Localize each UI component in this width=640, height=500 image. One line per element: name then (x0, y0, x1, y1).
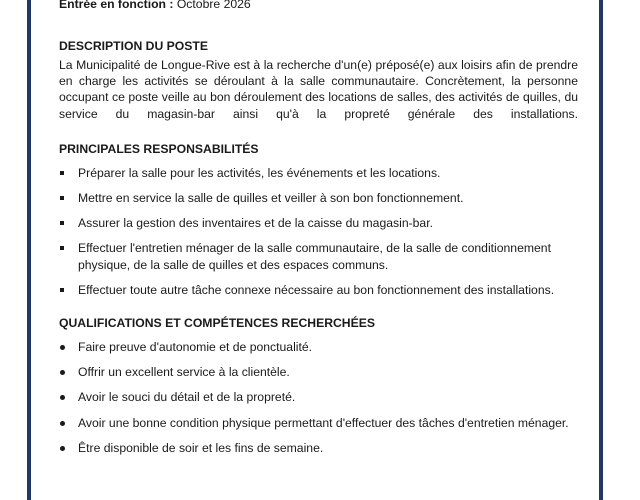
round-bullet-icon (60, 421, 65, 426)
list-item-text: Préparer la salle pour les activités, les événements et les locations. (78, 165, 441, 180)
list-item (59, 190, 578, 206)
list-item (59, 389, 578, 405)
responsibilities-heading: PRINCIPALES RESPONSABILITÉS (59, 141, 259, 156)
list-item-text: Mettre en service la salle de quilles et veiller à son bon fonctionnement. (78, 191, 464, 206)
square-bullet-icon (60, 171, 64, 175)
list-item (59, 415, 578, 431)
list-item-text: Effectuer l'entretien ménager de la salle communautaire, de la salle de conditionnement physique, de la salle de quilles et des espaces communs. (78, 241, 551, 272)
round-bullet-icon (60, 446, 65, 451)
list-item-text: Avoir une bonne condition physique permettant d'effectuer des tâches d'entretien ménager. (78, 415, 569, 430)
square-bullet-icon (60, 246, 64, 250)
responsibilities-list (59, 165, 578, 298)
round-bullet-icon (60, 395, 65, 400)
list-item (59, 240, 578, 272)
list-item-text: Avoir le souci du détail et de la propreté. (78, 390, 296, 405)
list-item (59, 165, 578, 181)
list-item-text: Être disponible de soir et les fins de semaine. (78, 440, 324, 455)
list-item-text: Effectuer toute autre tâche connexe nécessaire au bon fonctionnement des installations. (78, 282, 555, 297)
round-bullet-icon (60, 370, 65, 375)
square-bullet-icon (60, 221, 64, 225)
start-date-label: Entrée en fonction : (59, 0, 174, 11)
job-posting-content (59, 0, 578, 465)
list-item (59, 282, 578, 298)
list-item-text: Faire preuve d'autonomie et de ponctualité. (78, 340, 313, 355)
list-item (59, 440, 578, 456)
qualifications-heading: QUALIFICATIONS ET COMPÉTENCES RECHERCHÉES (59, 316, 375, 331)
square-bullet-icon (60, 288, 64, 292)
description-text: La Municipalité de Longue-Rive est à la recherche d'un(e) préposé(e) aux loisirs afin de prendre en charge les activités se déroulant à la salle communautaire. Concrètement, la personne occupant ce poste veille au bon déroulement des locations de salles, des activités de quilles, du service du magasin-bar ainsi qu'à la propreté générale des installations. (59, 58, 578, 121)
round-bullet-icon (60, 345, 65, 350)
start-date-line (59, 0, 578, 12)
list-item (59, 364, 578, 380)
description-heading: DESCRIPTION DU POSTE (59, 39, 208, 53)
list-item (59, 339, 578, 355)
start-date-value: Octobre 2026 (176, 0, 251, 11)
qualifications-list (59, 339, 578, 456)
list-item-text: Offrir un excellent service à la clientèle. (78, 365, 290, 380)
list-item (59, 215, 578, 231)
list-item-text: Assurer la gestion des inventaires et de la caisse du magasin-bar. (78, 216, 433, 231)
square-bullet-icon (60, 196, 64, 200)
